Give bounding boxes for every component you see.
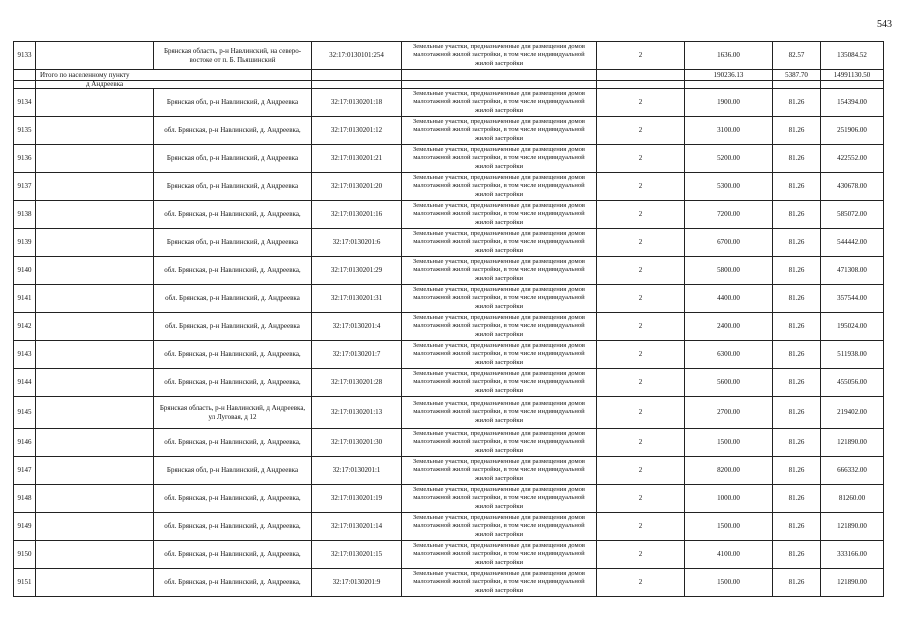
row-cadastral-value: 154394.00 (821, 89, 884, 117)
table-row (14, 89, 884, 117)
row-category: 2 (597, 145, 685, 173)
row-cadastral-value: 251906.00 (821, 117, 884, 145)
subtotal-value: 14991130.50 (821, 70, 884, 81)
row-category: 2 (597, 117, 685, 145)
table-row (14, 145, 884, 173)
row-address: обл. Брянская, р-н Навлинский, д. Андреевка, (154, 485, 312, 513)
row-number: 9133 (14, 42, 36, 70)
row-address: обл. Брянская, р-н Навлинский, д. Андреевка, (154, 257, 312, 285)
row-category: 2 (597, 42, 685, 70)
table-row (14, 257, 884, 285)
row-cadastral-number: 32:17:0130201:13 (312, 397, 402, 429)
row-number: 9147 (14, 457, 36, 485)
row-rate: 81.26 (773, 173, 821, 201)
table-row (14, 429, 884, 457)
empty-cell (36, 117, 154, 145)
empty-cell (14, 70, 36, 81)
row-category: 2 (597, 229, 685, 257)
row-number: 9151 (14, 569, 36, 597)
row-category: 2 (597, 173, 685, 201)
row-cadastral-value: 135084.52 (821, 42, 884, 70)
row-category: 2 (597, 541, 685, 569)
row-address: обл. Брянская, р-н Навлинский, д. Андреевка, (154, 369, 312, 397)
row-rate: 81.26 (773, 257, 821, 285)
empty-cell (36, 429, 154, 457)
row-rate: 81.26 (773, 541, 821, 569)
locality-label: д Андреевка (36, 81, 312, 89)
row-purpose: Земельные участки, предназначенные для размещения домов малоэтажной жилой застройки, в том числе индивидуальной жилой застройки (402, 541, 597, 569)
row-rate: 81.26 (773, 89, 821, 117)
row-category: 2 (597, 285, 685, 313)
row-category: 2 (597, 485, 685, 513)
row-category: 2 (597, 89, 685, 117)
row-category: 2 (597, 569, 685, 597)
row-area: 1000.00 (685, 485, 773, 513)
table-row (14, 341, 884, 369)
row-cadastral-value: 121890.00 (821, 513, 884, 541)
row-address: Брянская область, р-н Навлинский, на северо-востоке от п. Б. Пьяшинский (154, 42, 312, 70)
row-cadastral-value: 666332.00 (821, 457, 884, 485)
empty-cell (36, 369, 154, 397)
row-area: 4400.00 (685, 285, 773, 313)
empty-cell (36, 173, 154, 201)
empty-cell (36, 397, 154, 429)
row-rate: 81.26 (773, 485, 821, 513)
row-category: 2 (597, 513, 685, 541)
empty-cell (402, 70, 597, 81)
row-category: 2 (597, 201, 685, 229)
row-cadastral-number: 32:17:0130201:7 (312, 341, 402, 369)
row-purpose: Земельные участки, предназначенные для размещения домов малоэтажной жилой застройки, в том числе индивидуальной жилой застройки (402, 429, 597, 457)
row-cadastral-number: 32:17:0130101:254 (312, 42, 402, 70)
row-number: 9135 (14, 117, 36, 145)
row-rate: 81.26 (773, 397, 821, 429)
row-area: 6700.00 (685, 229, 773, 257)
row-address: обл. Брянская, р-н Навлинский, д. Андреевка, (154, 117, 312, 145)
row-purpose: Земельные участки, предназначенные для размещения домов малоэтажной жилой застройки, в том числе индивидуальной жилой застройки (402, 397, 597, 429)
row-cadastral-number: 32:17:0130201:28 (312, 369, 402, 397)
subtotal-label: Итого по населенному пункту (36, 70, 312, 81)
empty-cell (36, 42, 154, 70)
row-address: обл. Брянская, р-н Навлинский, д. Андреевка (154, 285, 312, 313)
row-area: 2400.00 (685, 313, 773, 341)
empty-cell (36, 541, 154, 569)
row-address: Брянская обл, р-н Навлинский, д Андреевка (154, 229, 312, 257)
row-address: обл. Брянская, р-н Навлинский, д. Андреевка (154, 313, 312, 341)
table-row (14, 313, 884, 341)
table-row (14, 229, 884, 257)
row-category: 2 (597, 429, 685, 457)
row-number: 9140 (14, 257, 36, 285)
row-cadastral-number: 32:17:0130201:4 (312, 313, 402, 341)
row-area: 5600.00 (685, 369, 773, 397)
row-purpose: Земельные участки, предназначенные для размещения домов малоэтажной жилой застройки, в том числе индивидуальной жилой застройки (402, 89, 597, 117)
row-area: 1500.00 (685, 569, 773, 597)
row-purpose: Земельные участки, предназначенные для размещения домов малоэтажной жилой застройки, в том числе индивидуальной жилой застройки (402, 201, 597, 229)
row-purpose: Земельные участки, предназначенные для размещения домов малоэтажной жилой застройки, в том числе индивидуальной жилой застройки (402, 285, 597, 313)
row-cadastral-number: 32:17:0130201:19 (312, 485, 402, 513)
row-cadastral-value: 121890.00 (821, 569, 884, 597)
row-address: обл. Брянская, р-н Навлинский, д. Андреевка, (154, 341, 312, 369)
row-number: 9143 (14, 341, 36, 369)
row-cadastral-number: 32:17:0130201:20 (312, 173, 402, 201)
empty-cell (597, 70, 685, 81)
row-number: 9148 (14, 485, 36, 513)
row-number: 9144 (14, 369, 36, 397)
row-address: обл. Брянская, р-н Навлинский, д. Андреевка, (154, 541, 312, 569)
row-purpose: Земельные участки, предназначенные для размещения домов малоэтажной жилой застройки, в том числе индивидуальной жилой застройки (402, 173, 597, 201)
row-cadastral-value: 219402.00 (821, 397, 884, 429)
row-number: 9142 (14, 313, 36, 341)
row-cadastral-value: 195024.00 (821, 313, 884, 341)
row-cadastral-number: 32:17:0130201:31 (312, 285, 402, 313)
table-row (14, 285, 884, 313)
row-purpose: Земельные участки, предназначенные для размещения домов малоэтажной жилой застройки, в том числе индивидуальной жилой застройки (402, 117, 597, 145)
table-row (14, 569, 884, 597)
row-number: 9136 (14, 145, 36, 173)
row-address: обл. Брянская, р-н Навлинский, д. Андреевка, (154, 513, 312, 541)
empty-cell (402, 81, 597, 89)
row-cadastral-number: 32:17:0130201:16 (312, 201, 402, 229)
row-address: обл. Брянская, р-н Навлинский, д. Андреевка, (154, 569, 312, 597)
row-purpose: Земельные участки, предназначенные для размещения домов малоэтажной жилой застройки, в том числе индивидуальной жилой застройки (402, 457, 597, 485)
empty-cell (36, 201, 154, 229)
subtotal-rate: 5387.70 (773, 70, 821, 81)
row-rate: 81.26 (773, 145, 821, 173)
row-cadastral-number: 32:17:0130201:9 (312, 569, 402, 597)
row-purpose: Земельные участки, предназначенные для размещения домов малоэтажной жилой застройки, в том числе индивидуальной жилой застройки (402, 257, 597, 285)
row-purpose: Земельные участки, предназначенные для размещения домов малоэтажной жилой застройки, в том числе индивидуальной жилой застройки (402, 145, 597, 173)
row-area: 1500.00 (685, 513, 773, 541)
row-rate: 81.26 (773, 341, 821, 369)
row-address: Брянская обл, р-н Навлинский, д Андреевка (154, 89, 312, 117)
row-cadastral-value: 357544.00 (821, 285, 884, 313)
cadastral-value-table (13, 41, 884, 597)
empty-cell (36, 485, 154, 513)
row-number: 9141 (14, 285, 36, 313)
row-number: 9146 (14, 429, 36, 457)
table-row (14, 513, 884, 541)
subtotal-area: 190236.13 (685, 70, 773, 81)
row-cadastral-number: 32:17:0130201:14 (312, 513, 402, 541)
row-purpose: Земельные участки, предназначенные для размещения домов малоэтажной жилой застройки, в том числе индивидуальной жилой застройки (402, 42, 597, 70)
row-area: 1900.00 (685, 89, 773, 117)
subtotal-row (14, 70, 884, 81)
row-cadastral-value: 455056.00 (821, 369, 884, 397)
row-purpose: Земельные участки, предназначенные для размещения домов малоэтажной жилой застройки, в том числе индивидуальной жилой застройки (402, 485, 597, 513)
row-area: 7200.00 (685, 201, 773, 229)
row-address: Брянская область, р-н Навлинский, д Андреевка, ул Луговая, д 12 (154, 397, 312, 429)
row-rate: 81.26 (773, 457, 821, 485)
row-category: 2 (597, 257, 685, 285)
row-area: 5200.00 (685, 145, 773, 173)
empty-cell (36, 457, 154, 485)
page-number: 543 (877, 19, 892, 30)
table-row (14, 397, 884, 429)
row-address: Брянская обл, р-н Навлинский, д Андреевка (154, 457, 312, 485)
row-cadastral-value: 544442.00 (821, 229, 884, 257)
row-rate: 81.26 (773, 313, 821, 341)
row-rate: 81.26 (773, 117, 821, 145)
row-rate: 81.26 (773, 229, 821, 257)
empty-cell (597, 81, 685, 89)
row-purpose: Земельные участки, предназначенные для размещения домов малоэтажной жилой застройки, в том числе индивидуальной жилой застройки (402, 513, 597, 541)
row-area: 1500.00 (685, 429, 773, 457)
row-rate: 81.26 (773, 513, 821, 541)
empty-cell (36, 285, 154, 313)
row-rate: 81.26 (773, 201, 821, 229)
empty-cell (36, 341, 154, 369)
row-cadastral-number: 32:17:0130201:6 (312, 229, 402, 257)
row-cadastral-number: 32:17:0130201:1 (312, 457, 402, 485)
empty-cell (36, 145, 154, 173)
empty-cell (821, 81, 884, 89)
row-cadastral-value: 121890.00 (821, 429, 884, 457)
row-number: 9145 (14, 397, 36, 429)
row-cadastral-number: 32:17:0130201:12 (312, 117, 402, 145)
empty-cell (36, 313, 154, 341)
locality-row (14, 81, 884, 89)
row-number: 9150 (14, 541, 36, 569)
row-cadastral-value: 81260.00 (821, 485, 884, 513)
row-cadastral-number: 32:17:0130201:30 (312, 429, 402, 457)
table-row (14, 173, 884, 201)
empty-cell (312, 81, 402, 89)
row-rate: 82.57 (773, 42, 821, 70)
empty-cell (36, 513, 154, 541)
row-rate: 81.26 (773, 285, 821, 313)
table-row (14, 457, 884, 485)
row-address: обл. Брянская, р-н Навлинский, д. Андреевка, (154, 429, 312, 457)
empty-cell (14, 81, 36, 89)
row-cadastral-number: 32:17:0130201:18 (312, 89, 402, 117)
row-number: 9149 (14, 513, 36, 541)
row-area: 3100.00 (685, 117, 773, 145)
row-rate: 81.26 (773, 429, 821, 457)
row-number: 9134 (14, 89, 36, 117)
row-address: обл. Брянская, р-н Навлинский, д. Андреевка, (154, 201, 312, 229)
row-number: 9139 (14, 229, 36, 257)
table-row (14, 485, 884, 513)
empty-cell (773, 81, 821, 89)
row-cadastral-value: 333166.00 (821, 541, 884, 569)
row-area: 5300.00 (685, 173, 773, 201)
row-cadastral-value: 585072.00 (821, 201, 884, 229)
row-category: 2 (597, 313, 685, 341)
row-area: 6300.00 (685, 341, 773, 369)
row-area: 4100.00 (685, 541, 773, 569)
row-category: 2 (597, 397, 685, 429)
row-rate: 81.26 (773, 369, 821, 397)
row-cadastral-value: 511938.00 (821, 341, 884, 369)
empty-cell (36, 89, 154, 117)
row-purpose: Земельные участки, предназначенные для размещения домов малоэтажной жилой застройки, в том числе индивидуальной жилой застройки (402, 369, 597, 397)
row-area: 8200.00 (685, 457, 773, 485)
table-row (14, 369, 884, 397)
table-row (14, 42, 884, 70)
row-category: 2 (597, 369, 685, 397)
row-purpose: Земельные участки, предназначенные для размещения домов малоэтажной жилой застройки, в том числе индивидуальной жилой застройки (402, 313, 597, 341)
table-row (14, 201, 884, 229)
row-purpose: Земельные участки, предназначенные для размещения домов малоэтажной жилой застройки, в том числе индивидуальной жилой застройки (402, 341, 597, 369)
row-rate: 81.26 (773, 569, 821, 597)
row-purpose: Земельные участки, предназначенные для размещения домов малоэтажной жилой застройки, в том числе индивидуальной жилой застройки (402, 229, 597, 257)
row-cadastral-number: 32:17:0130201:15 (312, 541, 402, 569)
row-purpose: Земельные участки, предназначенные для размещения домов малоэтажной жилой застройки, в том числе индивидуальной жилой застройки (402, 569, 597, 597)
row-cadastral-number: 32:17:0130201:21 (312, 145, 402, 173)
row-area: 1636.00 (685, 42, 773, 70)
table-row (14, 117, 884, 145)
empty-cell (685, 81, 773, 89)
row-area: 2700.00 (685, 397, 773, 429)
table-row (14, 541, 884, 569)
row-cadastral-value: 471308.00 (821, 257, 884, 285)
empty-cell (312, 70, 402, 81)
row-area: 5800.00 (685, 257, 773, 285)
row-address: Брянская обл, р-н Навлинский, д Андреевка (154, 145, 312, 173)
empty-cell (36, 569, 154, 597)
empty-cell (36, 257, 154, 285)
empty-cell (36, 229, 154, 257)
row-category: 2 (597, 457, 685, 485)
row-cadastral-value: 430678.00 (821, 173, 884, 201)
row-number: 9138 (14, 201, 36, 229)
row-cadastral-value: 422552.00 (821, 145, 884, 173)
row-cadastral-number: 32:17:0130201:29 (312, 257, 402, 285)
row-number: 9137 (14, 173, 36, 201)
row-category: 2 (597, 341, 685, 369)
row-address: Брянская обл, р-н Навлинский, д Андреевка (154, 173, 312, 201)
